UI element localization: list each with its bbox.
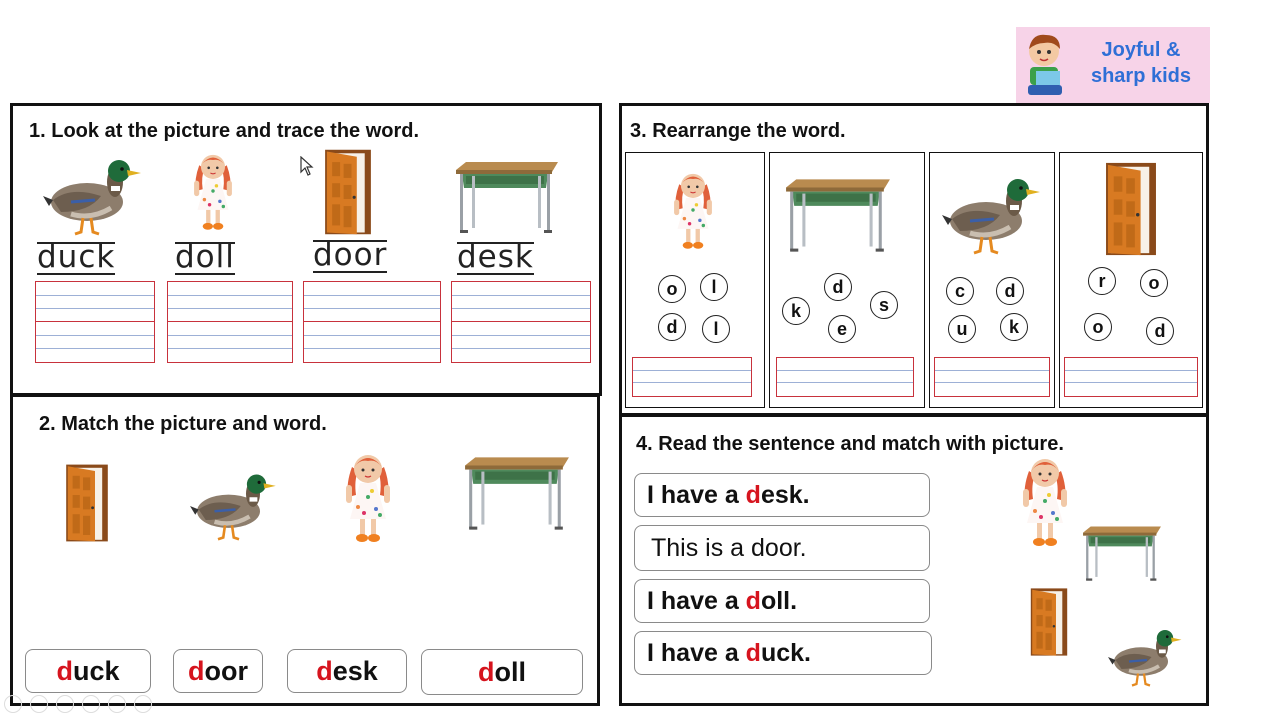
trace-guide-base	[37, 273, 115, 275]
trace-guide-base	[313, 271, 387, 273]
section-3-heading: 3. Rearrange the word.	[630, 120, 846, 142]
letter-tile[interactable]: l	[700, 273, 728, 301]
answer-lines[interactable]	[934, 357, 1050, 397]
rearrange-card-doll	[625, 152, 765, 408]
sentence-start: I have a	[647, 586, 746, 615]
word-rest: esk	[332, 655, 378, 686]
logo	[1016, 27, 1210, 103]
control-button-icon[interactable]	[134, 695, 152, 713]
match-word-doll[interactable]	[421, 649, 583, 695]
logo-line-1: Joyful &	[1101, 39, 1181, 61]
section-trace	[10, 103, 602, 396]
control-button-icon[interactable]	[108, 695, 126, 713]
rearrange-card-duck	[929, 152, 1055, 408]
word-first-letter: d	[56, 655, 73, 686]
logo-line-2: sharp kids	[1090, 65, 1192, 87]
section-read-match	[619, 414, 1209, 706]
sentence-red-letter: d	[745, 638, 761, 667]
desk-picture	[451, 158, 563, 238]
trace-guide-base	[457, 273, 534, 275]
doll-picture[interactable]	[337, 447, 399, 547]
control-button-icon[interactable]	[30, 695, 48, 713]
letter-tile[interactable]: k	[1000, 313, 1028, 341]
trace-guide-top	[175, 242, 235, 244]
sentence-end: esk.	[760, 480, 810, 509]
sentence-duck[interactable]	[634, 631, 932, 675]
match-word-desk[interactable]	[287, 649, 407, 693]
sentence-desk[interactable]	[634, 473, 930, 517]
letter-tile[interactable]: o	[1140, 269, 1168, 297]
sentence-start: I have a	[647, 638, 746, 667]
writing-lines-4[interactable]	[451, 281, 591, 363]
section-4-heading: 4. Read the sentence and match with picture.	[636, 433, 1064, 455]
letter-tile[interactable]: d	[824, 273, 852, 301]
mouse-cursor-icon	[300, 156, 314, 176]
desk-picture[interactable]	[461, 453, 573, 535]
door-picture[interactable]	[1024, 587, 1074, 657]
answer-lines[interactable]	[1064, 357, 1198, 397]
trace-guide-top	[313, 240, 387, 242]
trace-word-text: duck	[37, 239, 116, 275]
match-word-door[interactable]	[173, 649, 263, 693]
word-first-letter: d	[188, 655, 205, 686]
letter-tile[interactable]: e	[828, 315, 856, 343]
rearrange-card-door	[1059, 152, 1203, 408]
letter-tile[interactable]: d	[1146, 317, 1174, 345]
duck-picture	[940, 175, 1040, 255]
doll-picture[interactable]	[1014, 451, 1076, 551]
trace-guide-base	[175, 273, 235, 275]
sentence-end: oll.	[760, 586, 798, 615]
letter-tile[interactable]: k	[782, 297, 810, 325]
letter-tile[interactable]: o	[658, 275, 686, 303]
writing-lines-3[interactable]	[303, 281, 441, 363]
section-1-heading: 1. Look at the picture and trace the word.	[29, 120, 420, 142]
word-rest: oor	[204, 655, 248, 686]
duck-picture[interactable]	[187, 471, 277, 541]
match-word-duck[interactable]	[25, 649, 151, 693]
duck-picture	[39, 156, 143, 236]
trace-word-text: door	[313, 237, 388, 273]
letter-tile[interactable]: s	[870, 291, 898, 319]
writing-lines-1[interactable]	[35, 281, 155, 363]
door-picture	[1100, 161, 1162, 257]
door-picture[interactable]	[59, 463, 115, 543]
sentence-red-letter: d	[745, 480, 761, 509]
trace-guide-top	[37, 242, 115, 244]
trace-word-desk	[457, 239, 534, 275]
word-first-letter: d	[316, 655, 333, 686]
logo-text	[1076, 37, 1206, 89]
control-button-icon[interactable]	[82, 695, 100, 713]
duck-picture[interactable]	[1106, 627, 1182, 687]
player-controls	[4, 695, 152, 713]
section-2-heading: 2. Match the picture and word.	[39, 413, 327, 435]
sentence-red-letter: d	[745, 586, 761, 615]
doll-picture	[183, 148, 243, 234]
door-picture	[315, 148, 381, 236]
sentence-start: I have a	[647, 480, 746, 509]
letter-tile[interactable]: l	[702, 315, 730, 343]
sentence-door[interactable]	[634, 525, 930, 571]
letter-tile[interactable]: d	[996, 277, 1024, 305]
desk-picture[interactable]	[1080, 521, 1164, 587]
trace-word-text: doll	[175, 239, 235, 275]
sentence-doll[interactable]	[634, 579, 930, 623]
doll-picture	[666, 167, 720, 253]
word-rest: uck	[72, 655, 120, 686]
letter-tile[interactable]: u	[948, 315, 976, 343]
letter-tile[interactable]: o	[1084, 313, 1112, 341]
writing-lines-2[interactable]	[167, 281, 293, 363]
control-button-icon[interactable]	[56, 695, 74, 713]
sentence-start: This is a door.	[651, 533, 807, 562]
letter-tile[interactable]: r	[1088, 267, 1116, 295]
sentence-end: uck.	[760, 638, 811, 667]
desk-picture	[782, 171, 894, 261]
rearrange-card-desk	[769, 152, 925, 408]
section-match-word	[10, 394, 600, 706]
answer-lines[interactable]	[776, 357, 914, 397]
word-rest: oll	[494, 656, 526, 687]
control-button-icon[interactable]	[4, 695, 22, 713]
answer-lines[interactable]	[632, 357, 752, 397]
section-rearrange	[619, 103, 1209, 416]
word-first-letter: d	[478, 656, 495, 687]
trace-word-door	[313, 237, 388, 273]
trace-guide-top	[457, 242, 534, 244]
trace-word-doll	[175, 239, 235, 275]
letter-tile[interactable]: d	[658, 313, 686, 341]
kid-reading-icon	[1018, 29, 1078, 101]
letter-tile[interactable]: c	[946, 277, 974, 305]
trace-word-duck	[37, 239, 116, 275]
trace-word-text: desk	[457, 239, 534, 275]
